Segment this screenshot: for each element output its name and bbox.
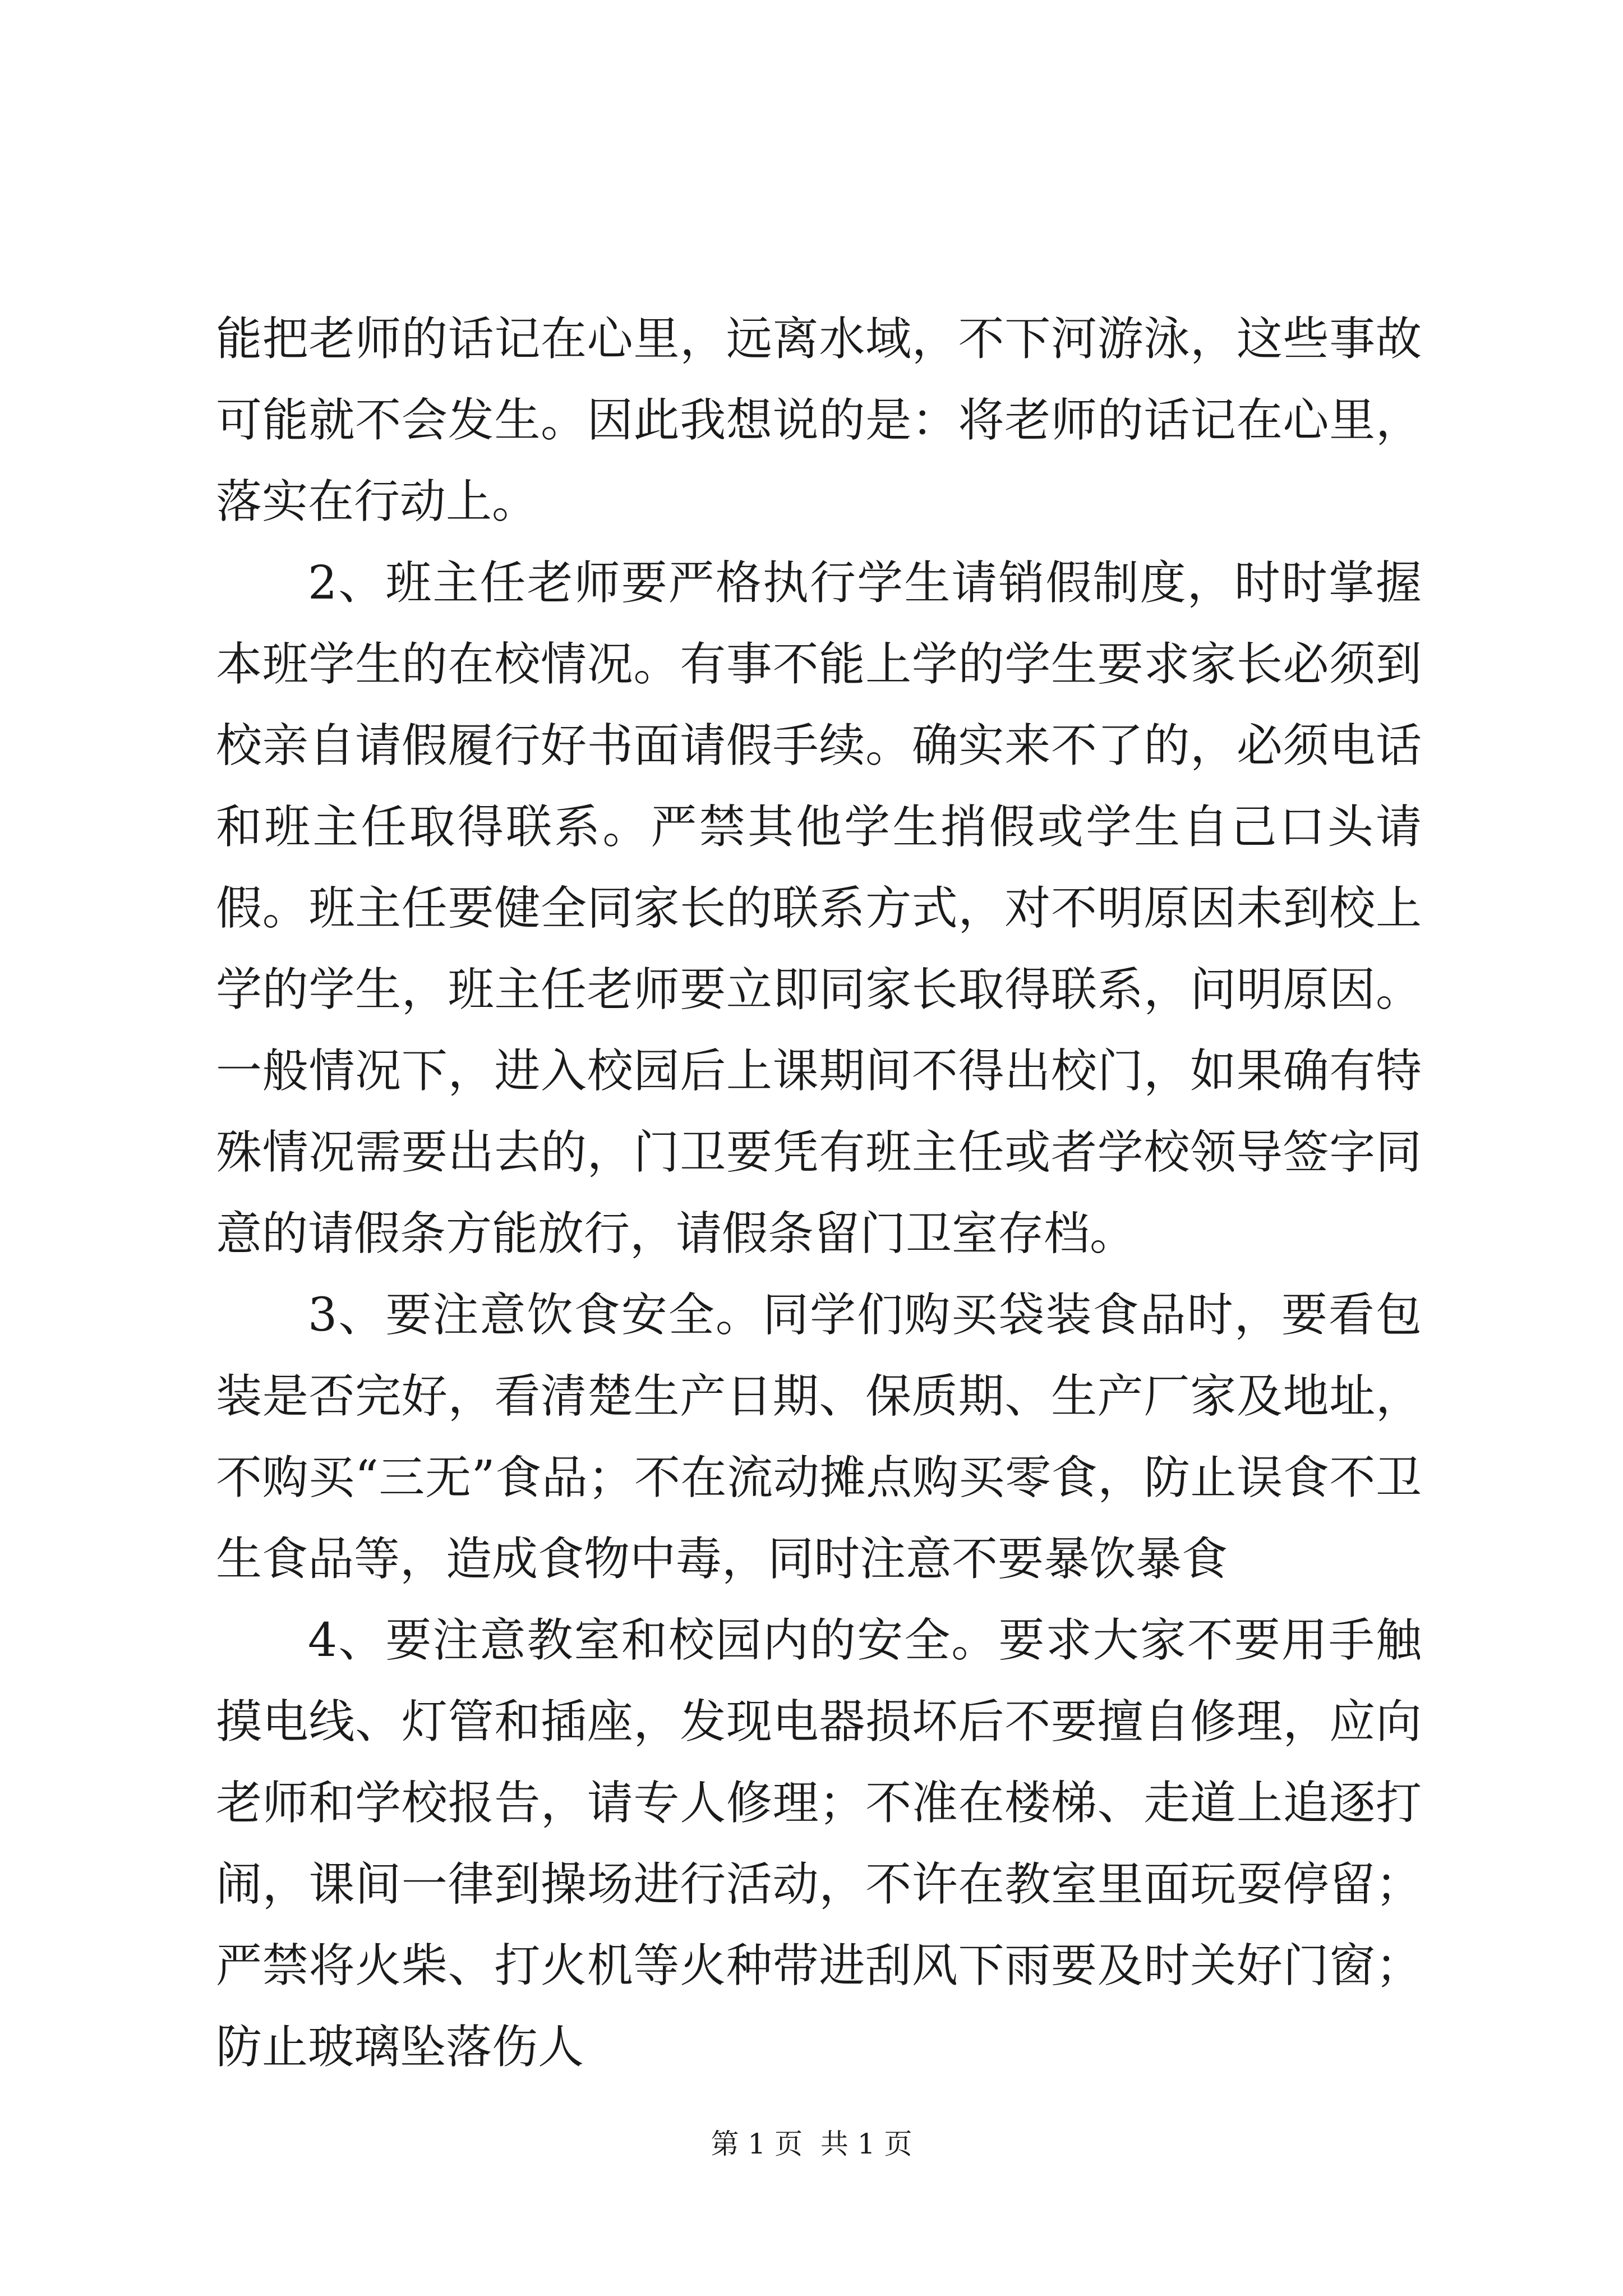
document-body — [216, 298, 1422, 2088]
paragraph-item-2: 2、班主任老师要严格执行学生请销假制度，时时掌握本班学生的在校情况。有事不能上学的学生要求家长必须到校亲自请假履行好书面请假手续。确实来不了的，必须电话和班主任取得联系。严禁其他学生捎假或学生自己口头请假。班主任要健全同家长的联系方式，对不明原因未到校上学的学生，班主任老师要立即同家长取得联系，问明原因。一般情况下，进入校园后上课期间不得出校门，如果确有特殊情况需要出去的，门卫要凭有班主任或者学校领导签字同意的请假条方能放行，请假条留门卫室存档。 — [216, 556, 1422, 1260]
paragraph-item-4: 4、要注意教室和校园内的安全。要求大家不要用手触摸电线、灯管和插座，发现电器损坏后不要擅自修理，应向老师和学校报告，请专人修理；不准在楼梯、走道上追逐打闹，课间一律到操场进行活动，不许在教室里面玩耍停留；严禁将火柴、打火机等火种带进刮风下雨要及时关好门窗；防止玻璃坠落伤人 — [216, 1614, 1422, 2074]
paragraph-continuation: 能把老师的话记在心里，远离水域，不下河游泳，这些事故可能就不会发生。因此我想说的是：将老师的话记在心里，落实在行动上。 — [216, 312, 1422, 528]
page-number-footer: 第 1 页 共 1 页 — [711, 2128, 912, 2160]
paragraph-item-3: 3、要注意饮食安全。同学们购买袋装食品时，要看包装是否完好，看清楚生产日期、保质期、生产厂家及地址，不购买“三无”食品；不在流动摊点购买零食，防止误食不卫生食品等，造成食物中毒，同时注意不要暴饮暴食 — [216, 1289, 1422, 1586]
